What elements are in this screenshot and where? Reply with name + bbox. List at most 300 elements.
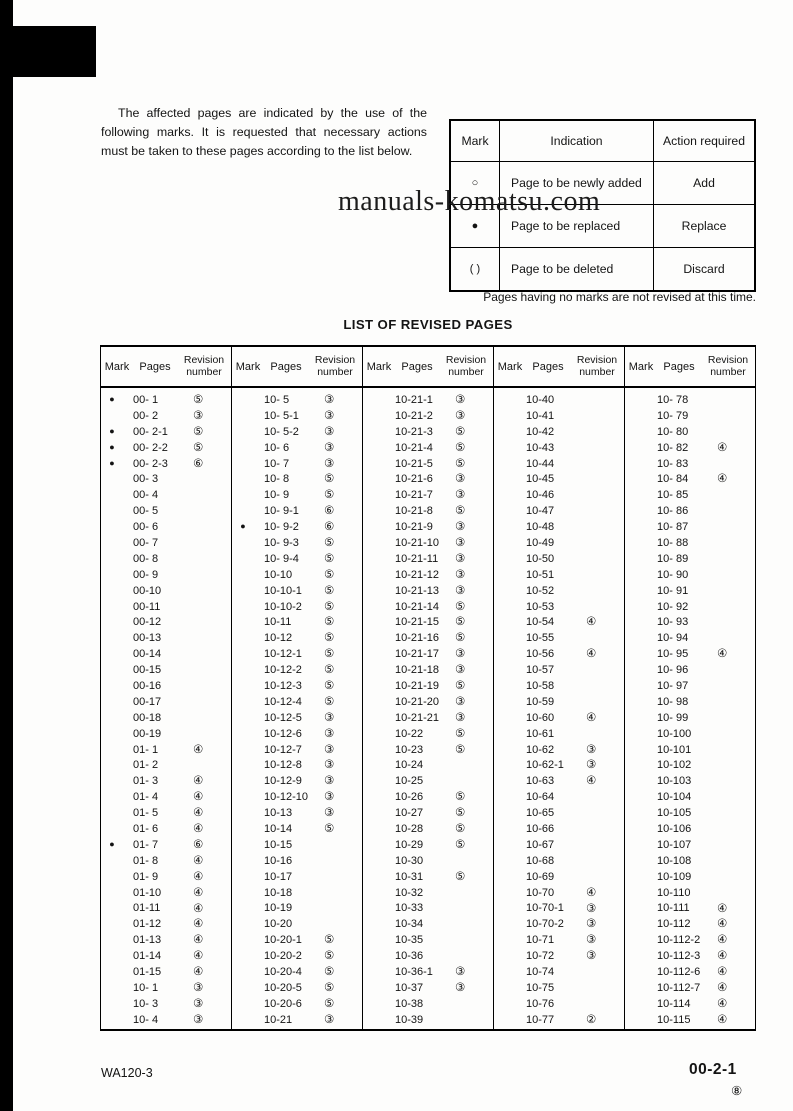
row-page-number: 00-11 bbox=[133, 600, 161, 613]
table-row bbox=[232, 980, 362, 996]
row-page-number: 10-59 bbox=[526, 695, 555, 708]
table-row bbox=[363, 440, 493, 456]
table-row bbox=[101, 408, 231, 424]
table-row bbox=[625, 424, 755, 440]
row-page-number: 10-63 bbox=[526, 775, 555, 788]
table-row bbox=[494, 853, 624, 869]
row-revision-number: ④ bbox=[193, 932, 204, 947]
table-row bbox=[232, 456, 362, 472]
row-page-number: 10-49 bbox=[526, 536, 555, 549]
row-revision-number: ⑤ bbox=[455, 725, 466, 740]
table-row bbox=[101, 614, 231, 630]
row-revision-number: ⑤ bbox=[324, 678, 335, 693]
mark-symbol: ● bbox=[471, 220, 479, 232]
table-row bbox=[363, 392, 493, 408]
row-page-number: 10- 90 bbox=[657, 568, 689, 581]
table-row bbox=[101, 885, 231, 901]
row-page-number: 10-55 bbox=[526, 632, 555, 645]
revision-header-line: Revision bbox=[183, 354, 225, 366]
row-page-number: 10- 4 bbox=[133, 1013, 159, 1026]
row-page-number: 10-41 bbox=[526, 409, 555, 422]
table-column-group bbox=[362, 347, 493, 1029]
row-revision-number: ③ bbox=[455, 487, 466, 502]
row-page-number: 10-21-14 bbox=[395, 600, 440, 613]
row-page-number: 10-76 bbox=[526, 997, 555, 1010]
row-page-number: 10-19 bbox=[264, 902, 293, 915]
marks-table-row bbox=[451, 247, 754, 290]
table-column-group bbox=[493, 347, 624, 1029]
table-row bbox=[494, 757, 624, 773]
row-page-number: 10- 5 bbox=[264, 393, 290, 406]
table-row bbox=[232, 551, 362, 567]
table-row bbox=[363, 821, 493, 837]
table-row bbox=[625, 964, 755, 980]
row-page-number: 10-20-5 bbox=[264, 981, 302, 994]
table-row bbox=[494, 440, 624, 456]
row-revision-number: ③ bbox=[455, 535, 466, 550]
table-row bbox=[363, 694, 493, 710]
table-row bbox=[363, 901, 493, 917]
row-revision-number: ③ bbox=[455, 471, 466, 486]
revision-header-label bbox=[177, 355, 231, 378]
row-revision-number: ④ bbox=[193, 900, 204, 915]
table-row bbox=[232, 1012, 362, 1028]
row-revision-number: ⑤ bbox=[324, 614, 335, 629]
table-row bbox=[363, 535, 493, 551]
table-row bbox=[232, 901, 362, 917]
row-page-number: 10-21-16 bbox=[395, 632, 440, 645]
row-page-number: 10-53 bbox=[526, 600, 555, 613]
row-page-number: 10-39 bbox=[395, 1013, 424, 1026]
row-page-number: 10-112-2 bbox=[657, 934, 701, 947]
indication-column-header: Indication bbox=[499, 121, 653, 161]
table-row bbox=[101, 789, 231, 805]
table-row bbox=[625, 583, 755, 599]
row-revision-number: ③ bbox=[586, 741, 597, 756]
row-page-number: 10-34 bbox=[395, 918, 424, 931]
table-row bbox=[232, 996, 362, 1012]
row-revision-number: ③ bbox=[455, 646, 466, 661]
table-row bbox=[363, 471, 493, 487]
mark-header-label: Mark bbox=[366, 360, 392, 373]
row-page-number: 10- 82 bbox=[657, 441, 689, 454]
row-page-number: 10-112-7 bbox=[657, 981, 701, 994]
table-row bbox=[363, 551, 493, 567]
table-row bbox=[494, 996, 624, 1012]
table-row bbox=[101, 837, 231, 853]
row-page-number: 10-35 bbox=[395, 934, 424, 947]
row-page-number: 10-42 bbox=[526, 425, 555, 438]
revision-header-line: number bbox=[186, 365, 222, 378]
row-page-number: 10- 9-2 bbox=[264, 521, 299, 534]
table-row bbox=[232, 471, 362, 487]
row-revision-number: ③ bbox=[586, 932, 597, 947]
table-row bbox=[232, 519, 362, 535]
row-revision-number: ⑥ bbox=[324, 503, 335, 518]
row-page-number: 10-58 bbox=[526, 679, 555, 692]
row-revision-number: ④ bbox=[717, 964, 728, 979]
row-revision-number: ③ bbox=[324, 741, 335, 756]
row-page-number: 10-21-20 bbox=[395, 695, 440, 708]
table-row bbox=[363, 1012, 493, 1028]
table-row bbox=[625, 487, 755, 503]
row-revision-number: ④ bbox=[193, 821, 204, 836]
table-row bbox=[494, 837, 624, 853]
column-group-header bbox=[363, 347, 493, 388]
row-page-number: 10-21-2 bbox=[395, 409, 433, 422]
row-page-number: 01- 4 bbox=[133, 791, 159, 804]
row-page-number: 10-66 bbox=[526, 822, 555, 835]
table-row bbox=[625, 821, 755, 837]
column-group-body bbox=[232, 388, 362, 1029]
row-revision-number: ⑤ bbox=[455, 503, 466, 518]
row-page-number: 10-33 bbox=[395, 902, 424, 915]
table-row bbox=[494, 694, 624, 710]
table-row bbox=[232, 885, 362, 901]
row-page-number: 10-21-9 bbox=[395, 521, 433, 534]
row-page-number: 10-52 bbox=[526, 584, 555, 597]
row-page-number: 00-15 bbox=[133, 664, 162, 677]
row-page-number: 10-71 bbox=[526, 934, 555, 947]
table-row bbox=[363, 837, 493, 853]
row-revision-number: ③ bbox=[324, 757, 335, 772]
pages-header-label: Pages bbox=[532, 360, 564, 373]
row-page-number: 10-56 bbox=[526, 648, 555, 661]
row-page-number: 10-108 bbox=[657, 854, 692, 867]
row-page-number: 10-12-3 bbox=[264, 679, 302, 692]
table-row bbox=[625, 519, 755, 535]
table-row bbox=[232, 948, 362, 964]
row-page-number: 10-21-5 bbox=[395, 457, 433, 470]
row-page-number: 10-100 bbox=[657, 727, 692, 740]
row-page-number: 10-36 bbox=[395, 950, 424, 963]
row-revision-number: ⑤ bbox=[455, 836, 466, 851]
table-row bbox=[625, 757, 755, 773]
row-page-number: 10- 80 bbox=[657, 425, 689, 438]
scan-artifact-topleft bbox=[0, 26, 96, 77]
table-row bbox=[101, 901, 231, 917]
row-page-number: 10-67 bbox=[526, 838, 555, 851]
table-row bbox=[232, 837, 362, 853]
row-page-number: 00- 2 bbox=[133, 409, 159, 422]
row-page-number: 10-28 bbox=[395, 822, 424, 835]
row-page-number: 10-21-10 bbox=[395, 536, 440, 549]
table-row bbox=[494, 805, 624, 821]
table-row bbox=[494, 408, 624, 424]
row-revision-number: ④ bbox=[586, 884, 597, 899]
revision-header-line: number bbox=[317, 365, 353, 378]
table-row bbox=[232, 932, 362, 948]
row-page-number: 10- 89 bbox=[657, 552, 689, 565]
mark-symbol: ○ bbox=[471, 177, 479, 189]
table-row bbox=[232, 964, 362, 980]
list-title: LIST OF REVISED PAGES bbox=[343, 317, 513, 332]
row-revision-number: ⑤ bbox=[455, 741, 466, 756]
row-page-number: 10-77 bbox=[526, 1013, 555, 1026]
row-page-number: 00-13 bbox=[133, 632, 162, 645]
row-revision-number: ③ bbox=[455, 582, 466, 597]
row-revision-number: ⑤ bbox=[324, 646, 335, 661]
row-page-number: 00- 3 bbox=[133, 473, 159, 486]
table-row bbox=[363, 726, 493, 742]
table-row bbox=[363, 885, 493, 901]
table-row bbox=[625, 710, 755, 726]
row-revision-number: ③ bbox=[324, 709, 335, 724]
table-row bbox=[494, 583, 624, 599]
row-page-number: 10-12-8 bbox=[264, 759, 302, 772]
page-number: 00-2-1 bbox=[689, 1061, 737, 1078]
row-revision-number: ⑥ bbox=[193, 836, 204, 851]
table-row bbox=[101, 456, 231, 472]
row-page-number: 10-12 bbox=[264, 632, 293, 645]
row-revision-number: ⑤ bbox=[455, 821, 466, 836]
row-revision-number: ④ bbox=[193, 805, 204, 820]
row-page-number: 10-29 bbox=[395, 838, 424, 851]
row-page-number: 00-18 bbox=[133, 711, 162, 724]
table-row bbox=[101, 964, 231, 980]
row-page-number: 10-27 bbox=[395, 807, 424, 820]
row-page-number: 01-14 bbox=[133, 950, 162, 963]
row-page-number: 10-103 bbox=[657, 775, 692, 788]
row-page-number: 01- 6 bbox=[133, 822, 159, 835]
row-revision-number: ④ bbox=[193, 964, 204, 979]
table-row bbox=[232, 503, 362, 519]
row-page-number: 10-21-13 bbox=[395, 584, 440, 597]
row-revision-number: ④ bbox=[586, 646, 597, 661]
row-page-number: 10-105 bbox=[657, 807, 692, 820]
table-row bbox=[232, 726, 362, 742]
row-page-number: 10-60 bbox=[526, 711, 555, 724]
row-revision-number: ⑤ bbox=[455, 439, 466, 454]
row-page-number: 10-65 bbox=[526, 807, 555, 820]
table-row bbox=[101, 583, 231, 599]
row-page-number: 10-110 bbox=[657, 886, 691, 899]
revision-header-label bbox=[570, 355, 624, 378]
table-row bbox=[363, 789, 493, 805]
table-row bbox=[494, 662, 624, 678]
row-page-number: 10-17 bbox=[264, 870, 293, 883]
table-row bbox=[625, 1012, 755, 1028]
table-row bbox=[625, 535, 755, 551]
table-row bbox=[363, 567, 493, 583]
column-group-header bbox=[494, 347, 624, 388]
row-revision-number: ⑤ bbox=[455, 789, 466, 804]
table-row bbox=[625, 408, 755, 424]
table-row bbox=[101, 773, 231, 789]
row-revision-number: ⑤ bbox=[455, 805, 466, 820]
table-row bbox=[363, 980, 493, 996]
revision-header-label bbox=[308, 355, 362, 378]
row-page-number: 01-10 bbox=[133, 886, 162, 899]
row-page-number: 10-44 bbox=[526, 457, 555, 470]
table-row bbox=[363, 503, 493, 519]
row-page-number: 10-11 bbox=[264, 616, 292, 629]
table-row bbox=[101, 662, 231, 678]
row-page-number: 10- 85 bbox=[657, 489, 689, 502]
table-row bbox=[232, 630, 362, 646]
row-revision-number: ④ bbox=[717, 995, 728, 1010]
row-page-number: 10-21-15 bbox=[395, 616, 440, 629]
row-page-number: 10-25 bbox=[395, 775, 424, 788]
row-revision-number: ④ bbox=[193, 741, 204, 756]
row-page-number: 10-18 bbox=[264, 886, 293, 899]
table-row bbox=[101, 916, 231, 932]
row-page-number: 10-107 bbox=[657, 838, 692, 851]
row-revision-number: ④ bbox=[193, 916, 204, 931]
table-row bbox=[363, 916, 493, 932]
table-row bbox=[494, 567, 624, 583]
row-page-number: 10- 92 bbox=[657, 600, 689, 613]
row-page-number: 10- 3 bbox=[133, 997, 159, 1010]
row-page-number: 00-16 bbox=[133, 679, 162, 692]
row-page-number: 01-11 bbox=[133, 902, 161, 915]
table-row bbox=[363, 646, 493, 662]
row-revision-number: ③ bbox=[455, 392, 466, 406]
table-row bbox=[101, 471, 231, 487]
row-page-number: 10-21-17 bbox=[395, 648, 440, 661]
table-row bbox=[363, 408, 493, 424]
indication-text: Page to be newly added bbox=[499, 162, 653, 204]
table-row bbox=[363, 805, 493, 821]
mark-column-header: Mark bbox=[461, 134, 489, 148]
row-page-number: 10-21-12 bbox=[395, 568, 440, 581]
table-row bbox=[625, 678, 755, 694]
row-revision-number: ③ bbox=[193, 1011, 204, 1026]
row-page-number: 10-68 bbox=[526, 854, 555, 867]
row-page-number: 10-36-1 bbox=[395, 966, 433, 978]
row-revision-number: ④ bbox=[193, 948, 204, 963]
row-page-number: 01-12 bbox=[133, 918, 162, 931]
row-revision-number: ③ bbox=[455, 964, 466, 979]
revised-pages-table bbox=[100, 345, 756, 1031]
table-row bbox=[101, 503, 231, 519]
row-revision-number: ⑤ bbox=[455, 455, 466, 470]
row-revision-number: ⑤ bbox=[324, 550, 335, 565]
table-row bbox=[232, 487, 362, 503]
row-page-number: 00- 4 bbox=[133, 489, 159, 502]
table-row bbox=[101, 948, 231, 964]
table-row bbox=[363, 742, 493, 758]
row-page-number: 10-24 bbox=[395, 759, 424, 772]
row-page-number: 10-31 bbox=[395, 870, 424, 883]
row-page-number: 10- 8 bbox=[264, 473, 290, 486]
table-row bbox=[494, 424, 624, 440]
table-row bbox=[494, 932, 624, 948]
row-page-number: 01- 1 bbox=[133, 743, 159, 756]
column-group-body bbox=[363, 388, 493, 1029]
table-row bbox=[232, 678, 362, 694]
row-page-number: 10- 86 bbox=[657, 505, 689, 518]
row-revision-number: ③ bbox=[455, 662, 466, 677]
table-row bbox=[494, 487, 624, 503]
row-page-number: 10-51 bbox=[526, 568, 555, 581]
row-page-number: 10-13 bbox=[264, 807, 293, 820]
row-page-number: 10- 97 bbox=[657, 679, 689, 692]
table-row bbox=[101, 678, 231, 694]
row-page-number: 10-20-4 bbox=[264, 966, 302, 978]
row-revision-number: ③ bbox=[324, 439, 335, 454]
table-row bbox=[363, 424, 493, 440]
row-page-number: 10-12-7 bbox=[264, 743, 302, 756]
table-row bbox=[232, 408, 362, 424]
table-row bbox=[625, 440, 755, 456]
row-revision-number: ③ bbox=[193, 979, 204, 994]
table-row bbox=[494, 821, 624, 837]
table-row bbox=[101, 996, 231, 1012]
row-page-number: 10-112-6 bbox=[657, 966, 701, 978]
table-row bbox=[494, 742, 624, 758]
table-row bbox=[625, 742, 755, 758]
table-row bbox=[232, 662, 362, 678]
pages-header-label: Pages bbox=[663, 360, 695, 373]
row-revision-number: ③ bbox=[586, 757, 597, 772]
table-row bbox=[625, 996, 755, 1012]
row-revision-number: ④ bbox=[717, 471, 728, 486]
table-column-group bbox=[231, 347, 362, 1029]
table-row bbox=[625, 646, 755, 662]
row-page-number: 10-112 bbox=[657, 918, 691, 931]
table-row bbox=[232, 567, 362, 583]
table-row bbox=[363, 456, 493, 472]
row-page-number: 10-20-2 bbox=[264, 950, 302, 963]
table-row bbox=[494, 503, 624, 519]
row-revision-number: ④ bbox=[193, 884, 204, 899]
row-page-number: 00- 1 bbox=[133, 393, 159, 406]
row-page-number: 10-114 bbox=[657, 997, 691, 1010]
row-page-number: 10-30 bbox=[395, 854, 424, 867]
table-row bbox=[494, 471, 624, 487]
table-row bbox=[363, 487, 493, 503]
table-row bbox=[494, 773, 624, 789]
row-page-number: 10-22 bbox=[395, 727, 424, 740]
row-page-number: 10- 93 bbox=[657, 616, 689, 629]
row-revision-number: ⑤ bbox=[455, 630, 466, 645]
row-page-number: 10- 96 bbox=[657, 664, 689, 677]
table-row bbox=[494, 456, 624, 472]
action-text: Replace bbox=[653, 205, 754, 247]
row-revision-number: ④ bbox=[586, 773, 597, 788]
table-row bbox=[494, 869, 624, 885]
row-page-number: 10-62-1 bbox=[526, 759, 564, 772]
row-revision-number: ⑤ bbox=[324, 662, 335, 677]
table-row bbox=[625, 551, 755, 567]
row-page-number: 10-21 bbox=[264, 1013, 293, 1026]
row-page-number: 10- 88 bbox=[657, 536, 689, 549]
row-revision-number: ⑥ bbox=[193, 455, 204, 470]
table-row bbox=[363, 710, 493, 726]
row-revision-number: ④ bbox=[717, 439, 728, 454]
row-revision-number: ③ bbox=[455, 693, 466, 708]
revision-header-label bbox=[439, 355, 493, 378]
row-page-number: 10-112-3 bbox=[657, 950, 701, 963]
scan-border-left bbox=[0, 0, 13, 1111]
row-page-number: 10-70-1 bbox=[526, 902, 564, 915]
row-page-number: 10-47 bbox=[526, 505, 555, 518]
row-page-number: 10-48 bbox=[526, 521, 555, 534]
table-row bbox=[101, 487, 231, 503]
table-row bbox=[101, 726, 231, 742]
row-revision-number: ⑤ bbox=[324, 964, 335, 979]
table-row bbox=[232, 789, 362, 805]
row-page-number: 10- 5-1 bbox=[264, 409, 299, 422]
revision-header-line: number bbox=[579, 365, 615, 378]
row-page-number: 10- 99 bbox=[657, 711, 689, 724]
revision-header-line: Revision bbox=[445, 354, 487, 366]
row-page-number: 10-12-5 bbox=[264, 711, 302, 724]
table-row bbox=[494, 630, 624, 646]
table-row bbox=[101, 440, 231, 456]
table-row bbox=[363, 678, 493, 694]
